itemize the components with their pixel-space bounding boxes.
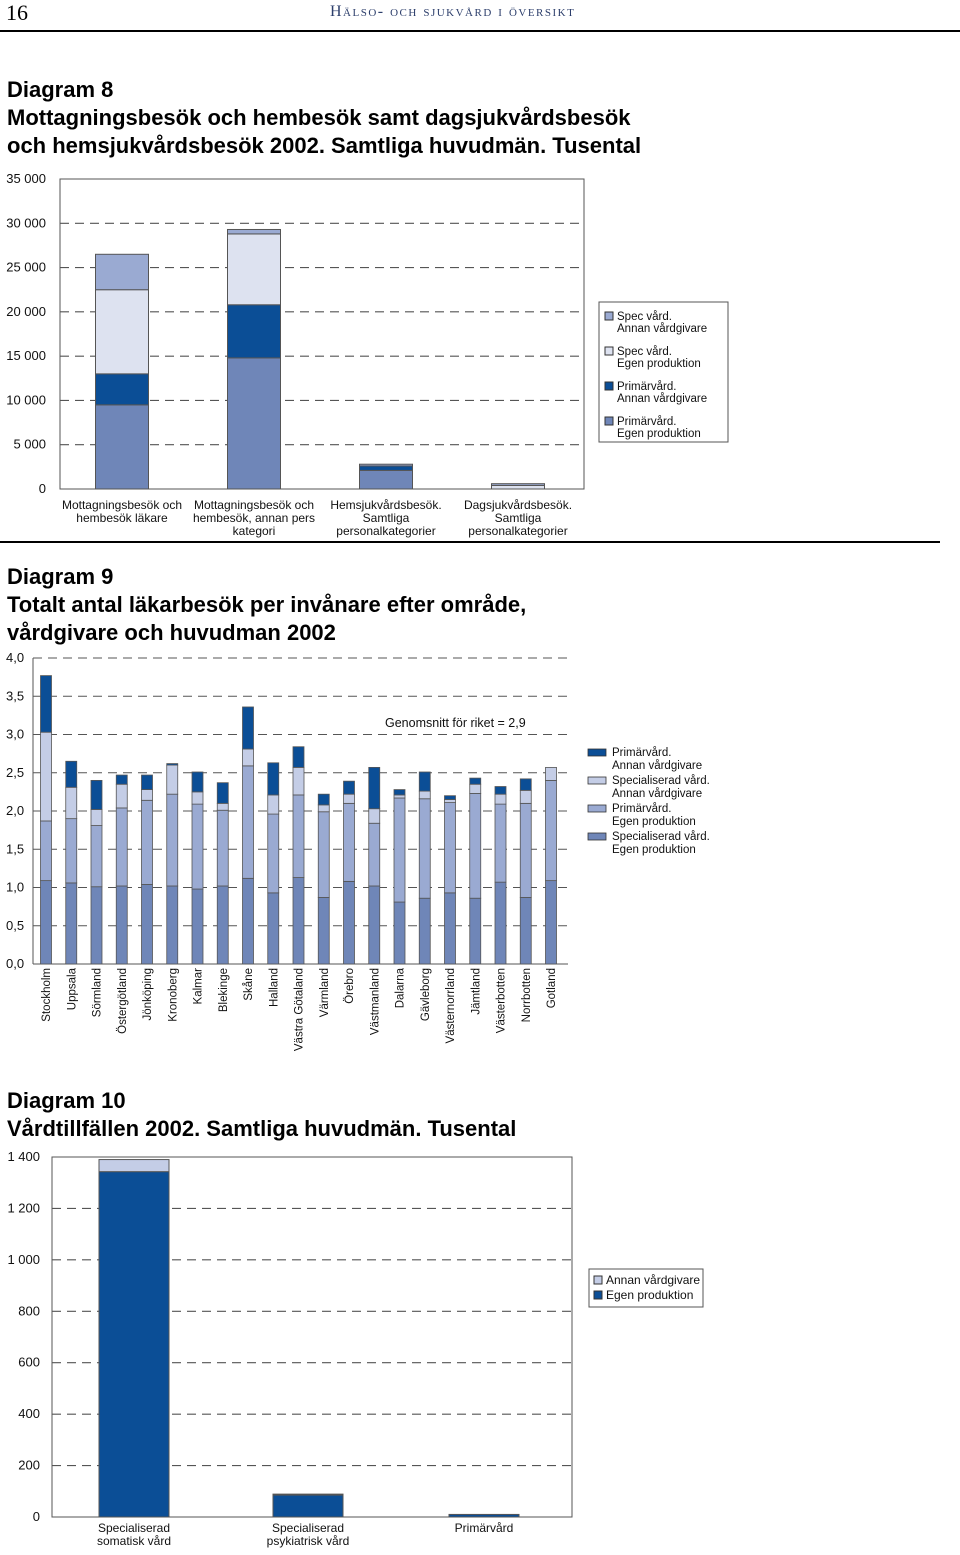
- y-tick-label: 4,0: [6, 650, 25, 665]
- bar-segment: [369, 767, 380, 808]
- bar-segment: [228, 234, 281, 305]
- x-category-label: Sörmland: [91, 968, 104, 1018]
- bar-segment: [66, 787, 77, 818]
- bar-segment: [344, 794, 355, 803]
- bar-segment: [495, 787, 506, 795]
- running-head: Hälso- och sjukvård i översikt: [330, 3, 576, 20]
- x-category-label: Specialiserad: [97, 1521, 171, 1535]
- legend-label: Primärvård.: [617, 416, 677, 428]
- x-category-label: Västernorrland: [445, 968, 457, 1044]
- bar-segment: [66, 819, 77, 883]
- x-category-label: Östergötland: [116, 968, 129, 1034]
- bar-segment: [470, 898, 481, 964]
- y-tick-label: 200: [18, 1457, 40, 1473]
- page-number: 16: [6, 0, 28, 25]
- diagram-8-title-line-1: Mottagningsbesök och hembesök samt dagsjukvårdsbesök: [7, 105, 631, 130]
- diagram-10-title: [7, 1087, 767, 1143]
- x-category-label: Västmanland: [369, 968, 382, 1036]
- legend-swatch: [605, 312, 613, 320]
- bar-segment: [96, 290, 149, 374]
- x-category-label: Jönköping: [142, 968, 154, 1021]
- bar-segment: [360, 466, 413, 470]
- x-category-label: Blekinge: [217, 968, 230, 1013]
- bar-segment: [116, 886, 127, 964]
- bar-segment: [243, 766, 254, 878]
- bar-segment: [66, 883, 77, 964]
- bar-segment: [243, 878, 254, 964]
- legend-label: Egen produktion: [617, 358, 701, 370]
- bar-segment: [293, 767, 304, 795]
- x-category-label: Skåne: [243, 968, 255, 1001]
- legend-swatch: [605, 417, 613, 425]
- legend-label: Specialiserad vård.: [612, 831, 710, 843]
- bar-segment: [293, 795, 304, 878]
- diagram-9-chart: [0, 645, 760, 1070]
- bar-segment: [228, 229, 281, 233]
- diagram-9-title-line-1: Totalt antal läkarbesök per invånare efter område,: [7, 592, 527, 617]
- bar-segment: [91, 809, 102, 825]
- legend-swatch: [588, 833, 606, 840]
- legend-swatch: [588, 777, 606, 784]
- bar-segment: [66, 761, 77, 787]
- bar-segment: [268, 893, 279, 964]
- y-tick-label: 3,5: [6, 688, 25, 704]
- bar-segment: [41, 821, 52, 881]
- y-tick-label: 0,0: [6, 956, 25, 971]
- x-category-label: Specialiserad: [271, 1521, 345, 1535]
- bar-segment: [449, 1514, 519, 1517]
- y-tick-label: 30 000: [6, 215, 46, 231]
- bar-segment: [492, 484, 545, 486]
- bar-segment: [243, 749, 254, 766]
- diagram-8-chart: [0, 165, 760, 545]
- diagram-8-title: [7, 76, 767, 160]
- bar-segment: [217, 783, 228, 804]
- bar-segment: [293, 747, 304, 768]
- bar-segment: [495, 804, 506, 882]
- x-category-label: Uppsala: [66, 968, 79, 1011]
- bar-segment: [318, 812, 329, 898]
- bar-segment: [217, 803, 228, 810]
- bar-segment: [419, 898, 430, 964]
- bar-segment: [167, 886, 178, 964]
- y-tick-label: 25 000: [6, 259, 46, 275]
- bar-segment: [445, 800, 456, 803]
- x-category-label: somatisk vård: [96, 1534, 172, 1548]
- bar-segment: [360, 464, 413, 466]
- bar-segment: [99, 1160, 169, 1172]
- bar-segment: [192, 772, 203, 792]
- bar-segment: [217, 886, 228, 964]
- bar-segment: [520, 779, 531, 790]
- bar-segment: [91, 780, 102, 809]
- x-category-label: Jämtland: [470, 968, 483, 1015]
- legend-label: Specialiserad vård.: [612, 775, 710, 787]
- bar-segment: [41, 676, 52, 733]
- diagram-10-chart: [0, 1145, 760, 1555]
- x-category-label: Kalmar: [192, 968, 205, 1005]
- x-category-label: Stockholm: [41, 968, 53, 1022]
- legend-label: Annan vårdgivare: [612, 760, 703, 772]
- bar-segment: [369, 886, 380, 964]
- x-category-label: Samtliga: [494, 511, 542, 525]
- x-category-label: Dagsjukvårdsbesök.: [463, 498, 573, 512]
- bar-segment: [546, 881, 557, 964]
- bar-segment: [520, 790, 531, 803]
- legend-label: Egen produktion: [612, 844, 696, 856]
- diagram-8-title-line-2: och hemsjukvårdsbesök 2002. Samtliga huvudmän. Tusental: [7, 133, 642, 158]
- bar-segment: [520, 897, 531, 964]
- x-category-label: Dalarna: [394, 968, 407, 1009]
- bar-segment: [228, 305, 281, 358]
- y-tick-label: 5 000: [13, 436, 46, 452]
- bar-segment: [142, 800, 153, 884]
- bar-segment: [394, 795, 405, 798]
- bar-segment: [419, 772, 430, 791]
- legend-swatch: [605, 347, 613, 355]
- x-category-label: Primärvård: [454, 1521, 514, 1535]
- bar-segment: [445, 893, 456, 964]
- x-category-label: Mottagningsbesök och: [61, 498, 183, 512]
- bar-segment: [96, 374, 149, 405]
- bar-segment: [470, 784, 481, 793]
- bar-segment: [495, 794, 506, 804]
- legend-swatch: [588, 749, 606, 756]
- y-tick-label: 2,5: [6, 764, 25, 780]
- y-tick-label: 20 000: [6, 303, 46, 319]
- bar-segment: [344, 803, 355, 881]
- legend-label: Annan vårdgivare: [617, 323, 708, 335]
- diagram-8-label: Diagram 8: [7, 77, 114, 102]
- bar-segment: [167, 794, 178, 886]
- bar-segment: [492, 485, 545, 489]
- y-tick-label: 1,5: [6, 841, 25, 857]
- legend-label: Egen produktion: [606, 1288, 694, 1302]
- x-category-label: hembesök, annan pers: [192, 511, 316, 525]
- bar-segment: [293, 878, 304, 964]
- legend-label: Primärvård.: [612, 803, 672, 815]
- x-category-label: personalkategorier: [468, 524, 568, 538]
- section-rule-1: [0, 541, 940, 543]
- y-tick-label: 1 000: [7, 1251, 40, 1267]
- diagram-9-label: Diagram 9: [7, 564, 114, 589]
- y-tick-label: 3,0: [6, 726, 25, 742]
- bar-segment: [273, 1494, 343, 1495]
- y-tick-label: 15 000: [6, 348, 46, 364]
- bar-segment: [495, 882, 506, 964]
- diagram-10-label: Diagram 10: [7, 1088, 126, 1113]
- y-tick-label: 1,0: [6, 879, 25, 895]
- x-category-label: Norrbotten: [520, 968, 533, 1023]
- bar-segment: [116, 775, 127, 784]
- bar-segment: [41, 881, 52, 964]
- x-category-label: Halland: [268, 968, 281, 1007]
- bar-segment: [99, 1172, 169, 1517]
- bar-segment: [142, 790, 153, 801]
- bar-segment: [360, 470, 413, 489]
- y-tick-label: 1 400: [7, 1149, 40, 1164]
- diagram-9-title-line-2: vårdgivare och huvudman 2002: [7, 620, 336, 645]
- bar-segment: [268, 763, 279, 795]
- legend-swatch: [594, 1291, 602, 1299]
- bar-segment: [369, 809, 380, 824]
- x-category-label: Kronoberg: [167, 968, 180, 1022]
- bar-segment: [96, 405, 149, 489]
- reference-label: Genomsnitt för riket = 2,9: [385, 716, 526, 730]
- bar-segment: [344, 781, 355, 794]
- bar-segment: [96, 254, 149, 289]
- x-category-label: Mottagningsbesök och: [193, 498, 315, 512]
- x-category-label: Värmland: [318, 968, 331, 1018]
- bar-segment: [192, 792, 203, 804]
- bar-segment: [546, 767, 557, 780]
- bar-segment: [192, 804, 203, 889]
- bar-segment: [268, 795, 279, 814]
- bar-segment: [91, 887, 102, 964]
- bar-segment: [91, 826, 102, 887]
- y-tick-label: 10 000: [6, 392, 46, 408]
- bar-segment: [142, 775, 153, 790]
- y-tick-label: 2,0: [6, 803, 25, 818]
- bar-segment: [116, 808, 127, 886]
- bar-segment: [142, 884, 153, 964]
- legend-swatch: [594, 1276, 602, 1284]
- legend-label: Annan vårdgivare: [617, 393, 708, 405]
- x-category-label: psykiatrisk vård: [266, 1534, 350, 1548]
- x-category-label: Västra Götaland: [293, 968, 306, 1052]
- bar-segment: [228, 358, 281, 489]
- x-category-label: Gävleborg: [419, 968, 432, 1022]
- x-category-label: Gotland: [546, 968, 558, 1009]
- bar-segment: [217, 810, 228, 886]
- y-tick-label: 0: [32, 1509, 40, 1524]
- legend-label: Spec vård.: [617, 311, 672, 323]
- y-tick-label: 35 000: [6, 171, 46, 186]
- x-category-label: Hemsjukvårdsbesök.: [330, 498, 442, 512]
- bar-segment: [318, 897, 329, 964]
- legend-label: Annan vårdgivare: [606, 1273, 701, 1287]
- legend-label: Primärvård.: [612, 747, 672, 759]
- x-category-label: kategori: [232, 524, 276, 538]
- legend-swatch: [588, 805, 606, 812]
- x-category-label: Samtliga: [362, 511, 410, 525]
- y-tick-label: 1 200: [7, 1200, 40, 1216]
- bar-segment: [470, 793, 481, 898]
- bar-segment: [546, 780, 557, 880]
- bar-segment: [318, 805, 329, 812]
- x-category-label: personalkategorier: [336, 524, 436, 538]
- header-rule: [0, 30, 960, 32]
- y-tick-label: 400: [18, 1406, 40, 1422]
- bar-segment: [369, 823, 380, 886]
- x-category-label: Örebro: [344, 968, 356, 1004]
- page-header: [0, 0, 960, 30]
- bar-segment: [394, 798, 405, 902]
- bar-segment: [470, 778, 481, 784]
- legend-label: Egen produktion: [617, 428, 701, 440]
- diagram-9-title: [7, 563, 767, 647]
- bar-segment: [273, 1495, 343, 1517]
- legend-swatch: [605, 382, 613, 390]
- diagram-10-title-line-1: Vårdtillfällen 2002. Samtliga huvudmän. Tusental: [7, 1116, 517, 1141]
- bar-segment: [419, 799, 430, 898]
- y-tick-label: 800: [18, 1303, 40, 1319]
- y-tick-label: 0,5: [6, 917, 25, 933]
- bar-segment: [394, 902, 405, 964]
- bar-segment: [344, 881, 355, 964]
- legend-label: Spec vård.: [617, 346, 672, 358]
- legend-label: Annan vårdgivare: [612, 788, 703, 800]
- bar-segment: [419, 791, 430, 799]
- bar-segment: [318, 794, 329, 805]
- bar-segment: [520, 803, 531, 897]
- bar-segment: [243, 707, 254, 749]
- bar-segment: [394, 790, 405, 795]
- bar-segment: [268, 814, 279, 893]
- legend-label: Egen produktion: [612, 816, 696, 828]
- bar-segment: [41, 732, 52, 821]
- bar-segment: [167, 764, 178, 766]
- y-tick-label: 600: [18, 1354, 40, 1370]
- legend-label: Primärvård.: [617, 381, 677, 393]
- bar-segment: [167, 765, 178, 794]
- x-category-label: hembesök läkare: [76, 511, 168, 525]
- bar-segment: [445, 803, 456, 893]
- y-tick-label: 0: [38, 481, 46, 496]
- bar-segment: [116, 784, 127, 808]
- bar-segment: [445, 796, 456, 800]
- x-category-label: Västerbotten: [495, 968, 508, 1034]
- bar-segment: [192, 889, 203, 964]
